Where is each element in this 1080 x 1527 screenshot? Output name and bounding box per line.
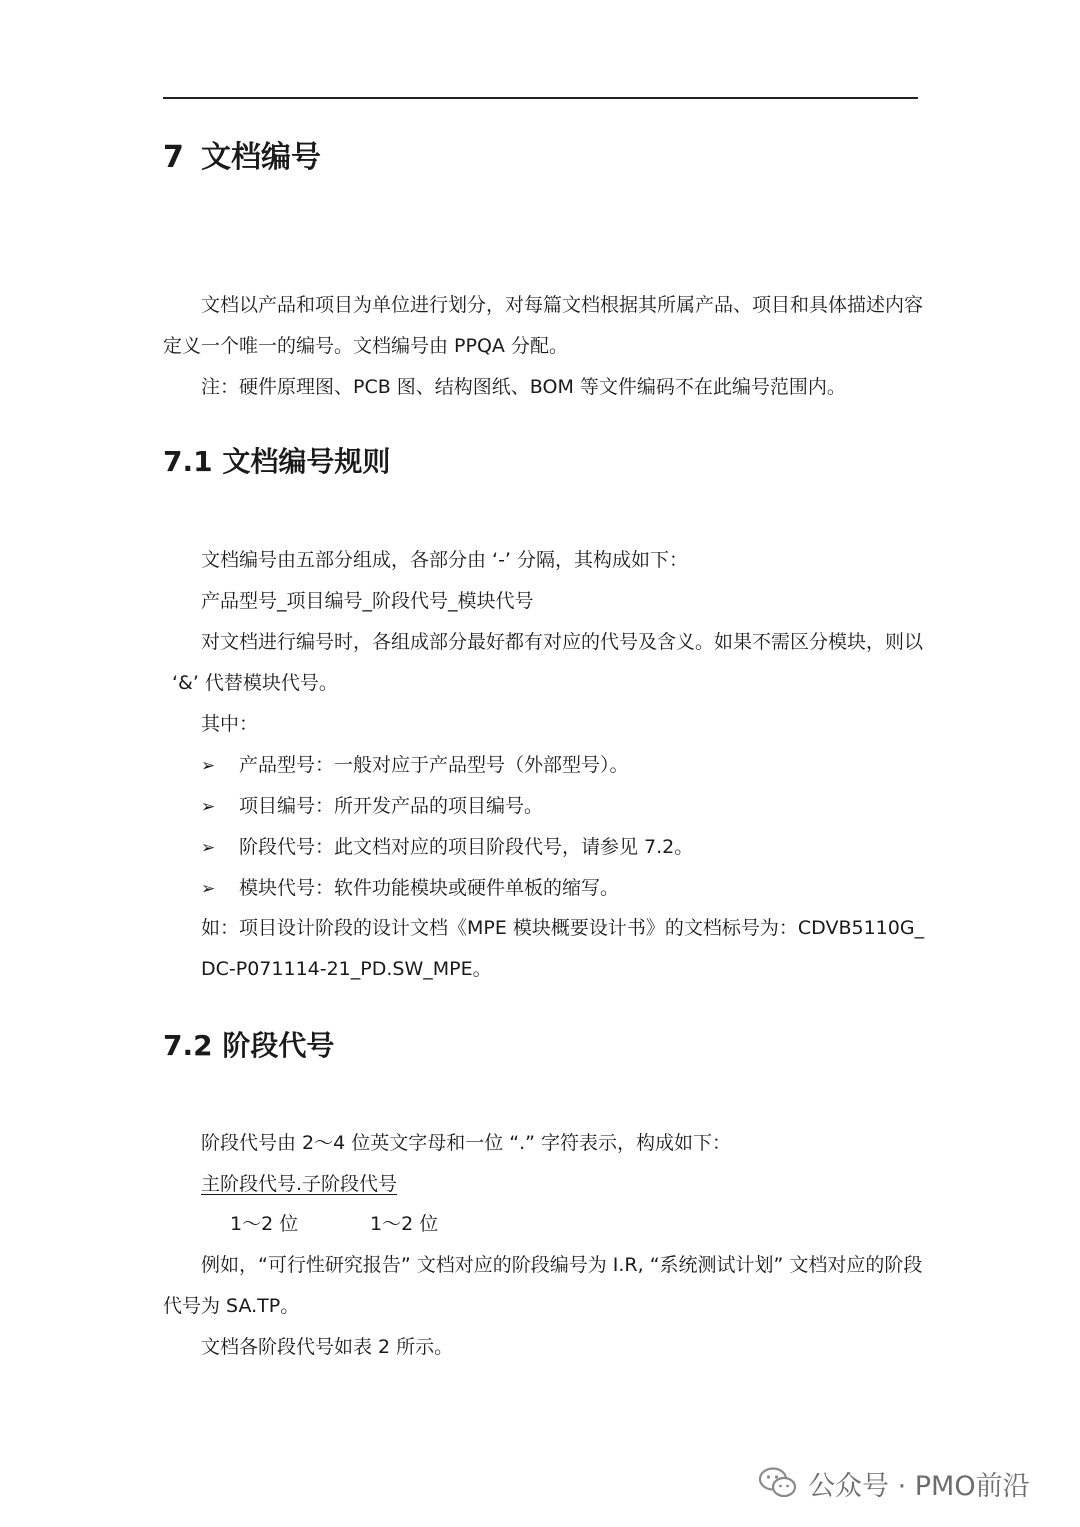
- format-line: 主阶段代号.子阶段代号: [201, 1173, 398, 1195]
- paragraph: 阶段代号由 2～4 位英文字母和一位 “.” 字符表示，构成如下：: [201, 1132, 732, 1154]
- list-item: ➢ 项目编号：所开发产品的项目编号。: [201, 792, 543, 821]
- paragraph: 定义一个唯一的编号。文档编号由 PPQA 分配。: [163, 335, 568, 357]
- section-number: 7: [163, 140, 184, 175]
- list-item: ➢ 模块代号：软件功能模块或硬件单板的缩写。: [201, 874, 619, 903]
- bullet-arrow-icon: ➢: [201, 838, 216, 858]
- section-7-2-heading: 7.2 阶段代号: [163, 1029, 335, 1062]
- bullet-arrow-icon: ➢: [201, 797, 216, 817]
- bullet-arrow-icon: ➢: [201, 756, 216, 776]
- bullet-arrow-icon: ➢: [201, 879, 216, 899]
- example-text: 如：项目设计阶段的设计文档《MPE 模块概要设计书》的文档标号为：CDVB5110G_: [201, 917, 925, 939]
- list-item: ➢ 阶段代号：此文档对应的项目阶段代号，请参见 7.2。: [201, 833, 693, 862]
- header-rule: [163, 97, 918, 99]
- paragraph: ‘&’ 代替模块代号。: [172, 672, 338, 694]
- section-7-1-heading: 7.1 文档编号规则: [163, 445, 391, 478]
- paragraph: 其中：: [201, 713, 259, 735]
- paragraph: 对文档进行编号时，各组成部分最好都有对应的代号及含义。如果不需区分模块，则以: [201, 631, 924, 653]
- example-text: 代号为 SA.TP。: [163, 1295, 300, 1317]
- paragraph: 文档编号由五部分组成，各部分由 ‘-’ 分隔，其构成如下：: [201, 549, 689, 571]
- list-item: ➢ 产品型号：一般对应于产品型号（外部型号）。: [201, 751, 629, 780]
- format-line: 产品型号_项目编号_阶段代号_模块代号: [201, 590, 534, 612]
- note-text: 注：硬件原理图、PCB 图、结构图纸、BOM 等文件编码不在此编号范围内。: [201, 376, 846, 398]
- sub-length: 1～2 位: [370, 1213, 439, 1235]
- watermark-text: 公众号 · PMO前沿: [808, 1470, 1030, 1502]
- example-text: 例如，“可行性研究报告” 文档对应的阶段编号为 I.R, “系统测试计划” 文档对应的阶段: [201, 1254, 923, 1276]
- section-7-heading: [163, 132, 321, 176]
- example-text: DC-P071114-21_PD.SW_MPE。: [201, 958, 492, 980]
- watermark: [758, 1459, 1030, 1507]
- wechat-icon: [758, 1466, 798, 1500]
- paragraph: 文档以产品和项目为单位进行划分，对每篇文档根据其所属产品、项目和具体描述内容: [201, 294, 924, 316]
- main-length: 1～2 位: [230, 1213, 299, 1235]
- section-title: 文档编号: [201, 140, 321, 175]
- table-reference: 文档各阶段代号如表 2 所示。: [201, 1336, 454, 1358]
